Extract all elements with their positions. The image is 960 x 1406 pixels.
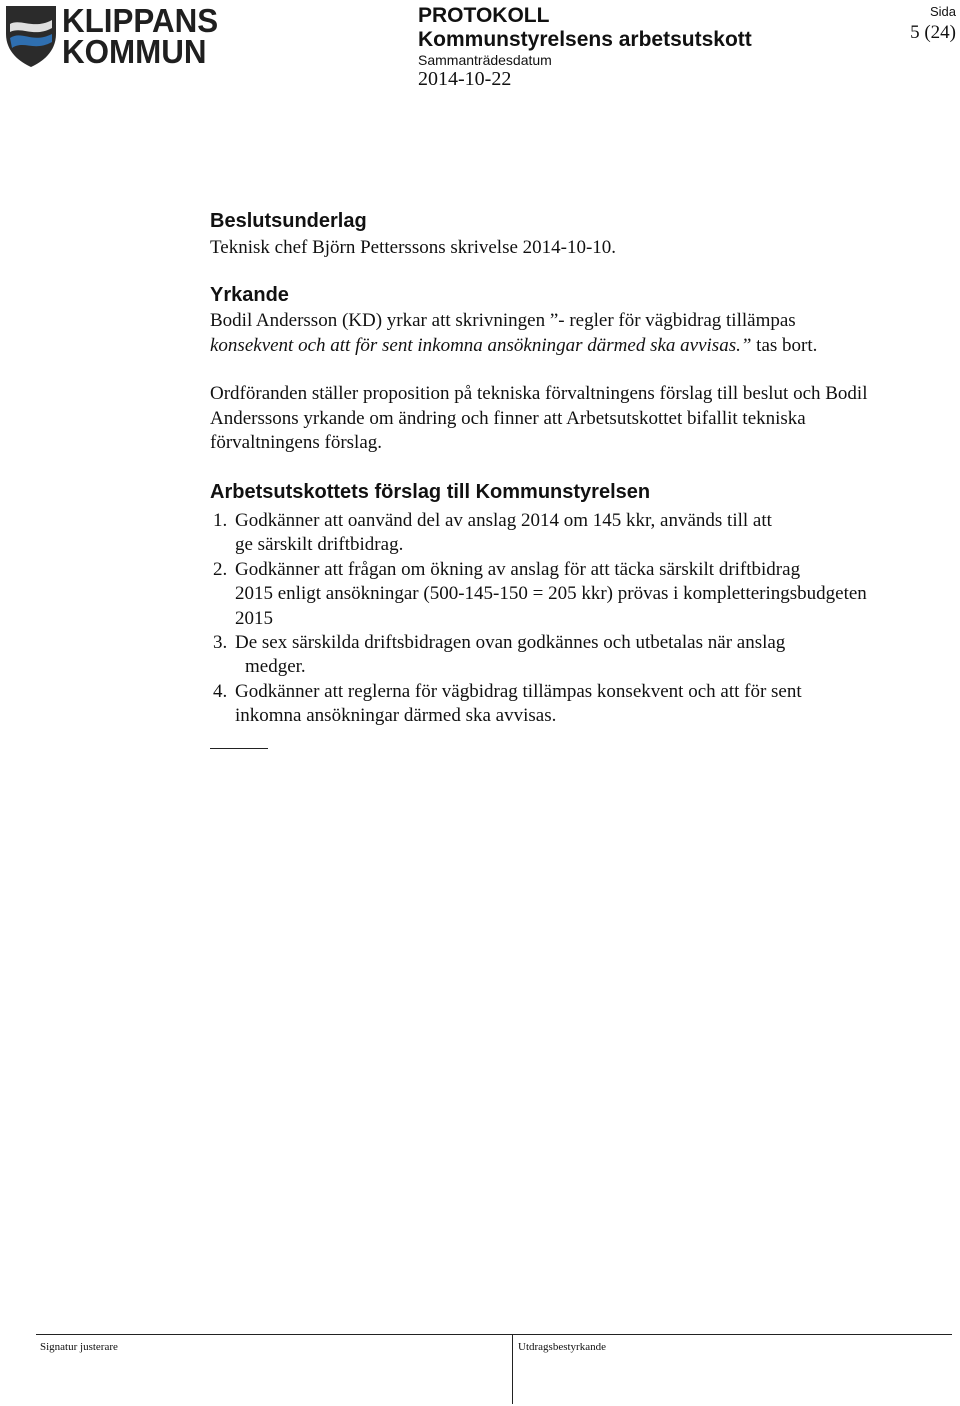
page-label: Sida [929, 4, 956, 19]
document-type: PROTOKOLL [418, 4, 550, 27]
logo-text-line1: KLIPPANS [62, 2, 219, 39]
yrkande-quoted-text: konsekvent och att för sent inkomna ansökningar därmed ska avvisas.” [210, 334, 752, 356]
logo-text-line2: KOMMUN [62, 33, 207, 70]
yrkande-line-2 [210, 334, 950, 359]
beslutsunderlag-text: Teknisk chef Björn Petterssons skrivelse 2014-10-10. [210, 237, 617, 258]
list-item [213, 680, 953, 729]
list-item-line: De sex särskilda driftsbidragen ovan godkännes och utbetalas när anslag [235, 632, 786, 654]
list-item-line: 2015 enligt ansökningar (500-145-150 = 205 kkr) prövas i kompletteringsbudgeten [235, 583, 867, 605]
meeting-date-label: Sammanträdesdatum [418, 52, 552, 68]
list-item-number: 2. [213, 558, 228, 580]
proposition-paragraph [210, 382, 950, 456]
section-end-rule [210, 748, 268, 749]
municipality-logo [4, 2, 219, 70]
list-item-number: 1. [213, 510, 228, 531]
shield-icon [4, 4, 58, 68]
proposition-line-1: Ordföranden ställer proposition på tekniska förvaltningens förslag till beslut och Bodil [210, 383, 868, 404]
footer-rule [36, 1334, 952, 1335]
proposal-list [213, 509, 953, 729]
section-heading-yrkande: Yrkande [210, 284, 289, 306]
list-item-line: medger. [245, 656, 306, 678]
section-heading-beslutsunderlag: Beslutsunderlag [210, 210, 367, 232]
page-number: 5 (24) [910, 22, 956, 43]
list-item [213, 631, 953, 680]
yrkande-text [210, 309, 950, 358]
footer-divider [512, 1334, 513, 1404]
signature-field-label: Signatur justerare [40, 1341, 118, 1353]
yrkande-line-1: Bodil Andersson (KD) yrkar att skrivningen ”- regler för vägbidrag tillämpas [210, 310, 796, 331]
list-item-number: 3. [213, 632, 228, 654]
list-item-line: Godkänner att oanvänd del av anslag 2014 om 145 kkr, används till att [235, 510, 772, 531]
proposition-line-3: förvaltningens förslag. [210, 432, 383, 453]
list-item-line: Godkänner att reglerna för vägbidrag tillämpas konsekvent och att för sent [235, 680, 802, 702]
list-item [213, 558, 953, 631]
list-item-line: 2015 [235, 607, 273, 629]
yrkande-line-2-tail: tas bort. [751, 334, 818, 356]
list-item-line: ge särskilt driftbidrag. [235, 534, 404, 556]
section-heading-forslag: Arbetsutskottets förslag till Kommunstyrelsen [210, 481, 651, 503]
list-item [213, 509, 953, 558]
list-item-number: 4. [213, 680, 228, 702]
list-item-line: inkomna ansökningar därmed ska avvisas. [235, 705, 557, 727]
meeting-date: 2014-10-22 [418, 68, 512, 90]
extract-certification-label: Utdragsbestyrkande [518, 1341, 606, 1353]
list-item-line: Godkänner att frågan om ökning av anslag för att täcka särskilt driftbidrag [235, 558, 801, 580]
proposition-line-2: Anderssons yrkande om ändring och finner att Arbetsutskottet bifallit tekniska [210, 407, 806, 429]
committee-name: Kommunstyrelsens arbetsutskott [418, 28, 752, 51]
